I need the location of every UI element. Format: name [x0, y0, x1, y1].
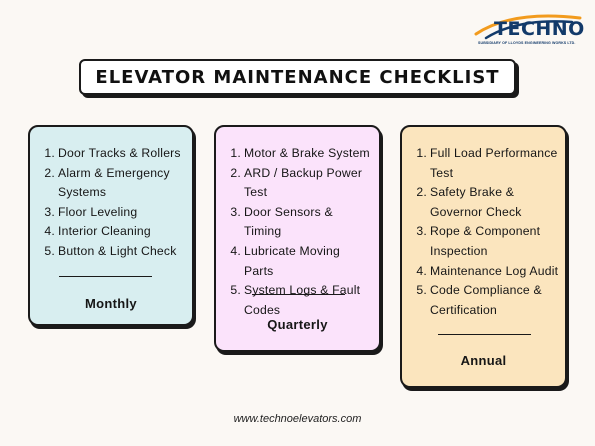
- list-item: [416, 281, 559, 320]
- item-text: Rope & Component Inspection: [430, 224, 541, 258]
- list-item: [230, 164, 373, 203]
- techno-logo: [472, 12, 584, 46]
- item-number: 1.: [44, 146, 55, 160]
- list-item: [44, 242, 186, 262]
- item-text: Lubricate Moving Parts: [244, 243, 341, 278]
- item-text: Interior Cleaning: [58, 224, 151, 239]
- list-item: [416, 262, 559, 282]
- item-number: 2.: [416, 185, 427, 200]
- list-item: [230, 144, 373, 164]
- item-number: 3.: [416, 224, 427, 239]
- list-item: [44, 222, 186, 242]
- item-text: Floor Leveling: [58, 204, 138, 219]
- item-number: 3.: [230, 204, 241, 219]
- item-text: System Logs & Fault Codes: [244, 283, 361, 317]
- list-item: [44, 203, 186, 223]
- item-text: Button & Light Check: [58, 243, 177, 258]
- item-number: 4.: [230, 243, 241, 258]
- logo-tagline: SUBSIDIARY OF LLOYDS ENGINEERING WORKS LTD.: [478, 41, 576, 45]
- divider: [252, 294, 345, 295]
- checklist-card-annual: [400, 125, 567, 388]
- list-item: [416, 222, 559, 261]
- divider: [59, 276, 152, 277]
- item-text: Safety Brake & Governor Check: [430, 185, 522, 219]
- page-title: ELEVATOR MAINTENANCE CHECKLIST: [95, 66, 500, 88]
- title-banner: [79, 59, 516, 95]
- item-text: Full Load Performance Test: [430, 146, 558, 180]
- card-label: Annual: [460, 353, 507, 368]
- checklist-card-quarterly: [214, 125, 381, 352]
- item-number: 5.: [416, 283, 427, 298]
- item-text: Alarm & Emergency Systems: [58, 165, 170, 200]
- item-number: 1.: [230, 146, 241, 160]
- logo-wordmark: TECHNO: [494, 18, 585, 40]
- list-item: [416, 183, 559, 222]
- list-item: [230, 203, 373, 242]
- checklist-items: [44, 144, 186, 262]
- item-text: ARD / Backup Power Test: [244, 165, 363, 200]
- list-item: [230, 281, 373, 320]
- card-label: Monthly: [85, 296, 137, 311]
- item-text: Motor & Brake System: [244, 146, 370, 160]
- item-number: 4.: [416, 263, 427, 278]
- checklist-items: [416, 144, 559, 320]
- list-item: [44, 144, 186, 164]
- checklist-card-monthly: [28, 125, 194, 326]
- item-number: 5.: [44, 243, 55, 258]
- item-text: Maintenance Log Audit: [430, 263, 559, 278]
- item-number: 4.: [44, 224, 55, 239]
- item-text: Door Sensors & Timing: [244, 204, 333, 239]
- item-text: Code Compliance & Certification: [430, 283, 542, 317]
- item-number: 3.: [44, 204, 55, 219]
- item-number: 2.: [44, 165, 55, 180]
- item-number: 2.: [230, 165, 241, 180]
- list-item: [416, 144, 559, 183]
- list-item: [230, 242, 373, 281]
- divider: [438, 334, 531, 335]
- website-url: www.technoelevators.com: [233, 413, 362, 425]
- item-number: 5.: [230, 283, 241, 298]
- list-item: [44, 164, 186, 203]
- card-label: Quarterly: [267, 317, 328, 332]
- item-text: Door Tracks & Rollers: [58, 146, 181, 160]
- item-number: 1.: [416, 146, 427, 160]
